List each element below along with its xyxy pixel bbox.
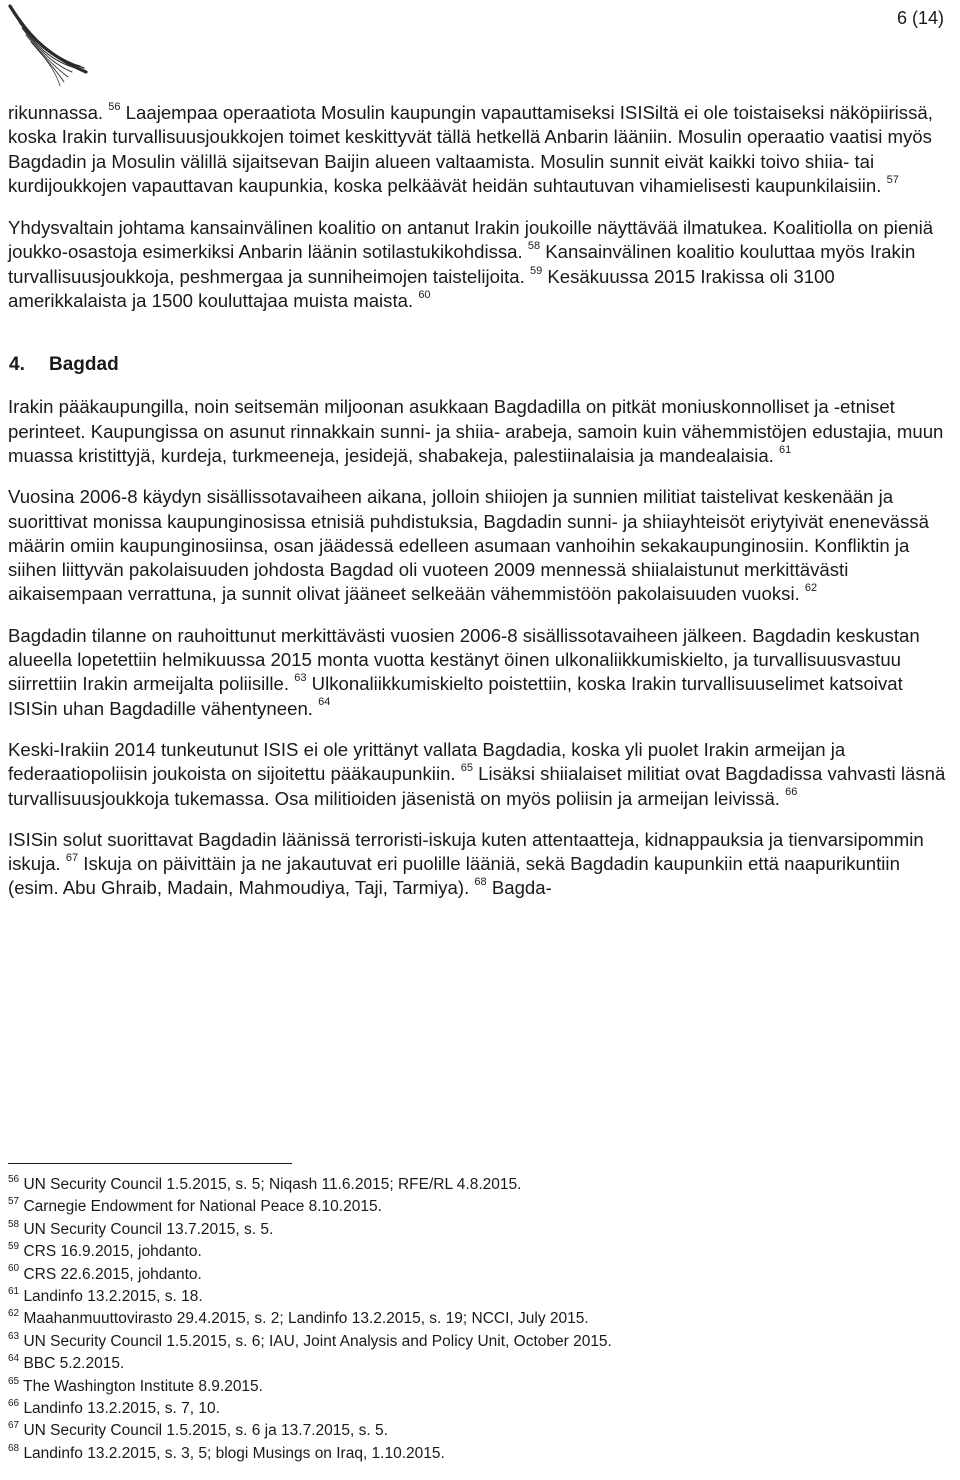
footnote: $^{60}$ CRS 22.6.2015, johdanto. [8,1263,202,1283]
footnote: $^{57}$ Carnegie Endowment for National Peace 8.10.2015. [8,1196,382,1216]
footnote-number: 58 [8,1218,20,1230]
paragraph-mosul: rikunnassa. $^{56}$ Laajempaa operaatiota Mosulin kaupungin vapauttamiseksi ISISiltä ei ole toistaiseksi näköpiirissä, koska Irakin turvallisuusjoukkojen toimet keskittyvät tällä hetkellä Anbarin lääniin. Mosulin operaatio vaatisi myös Bagdadin ja Mosulin välillä sijaitsevan Baijin alueen valtaamista. Mosulin sunnit eivät kaikki toivo shiia- tai kurdijoukkojen vapauttavan kaupunkia, koska pelkäävät heidän suhtautuvan vihamielisesti kaupunkilaisiin. $^{57}$ [8,100,933,196]
footnote-number: 56 [8,1173,20,1185]
footnote: $^{59}$ CRS 16.9.2015, johdanto. [8,1241,202,1261]
footnote-ref[interactable]: 61 [779,443,792,456]
footnote: $^{67}$ UN Security Council 1.5.2015, s. 6 ja 13.7.2015, s. 5. [8,1420,388,1440]
wing-logo-icon [4,2,90,88]
footnote-ref[interactable]: 58 [527,240,541,253]
page-number: 6 (14) [896,8,944,28]
footnote-ref[interactable]: 63 [294,672,307,685]
footnotes [8,1163,950,1465]
paragraph-civil-war: Vuosina 2006-8 käydyn sisällissotavaiheen aikana, jolloin shiiojen ja sunnien militiat taistelivat keskenään ja suorittivat monissa kaupunginosissa etnisiä puhdistuksia, Bagdadin sunni- ja shiiayhteisöt eriytyivät enenevässä määrin omiin kaupunginosiinsa, osan jäädessä edelleen asumaan vanhoihin sekakaupunginosiin. Konfliktin ja siihen liittyvän pakolaisuuden johdosta Bagdad oli vuoteen 2009 mennessä shiialaistunut merkittävästi aikaisempaan verrattuna, ja sunnit olivat jääneet selkeään vähemmistöön pakolaisuuden vuoksi. $^{62}$ [8,486,929,605]
footnote: $^{58}$ UN Security Council 13.7.2015, s. 5. [8,1218,274,1238]
footnote-number: 67 [8,1420,20,1432]
document-body [8,101,950,918]
paragraph-coalition: Yhdysvaltain johtama kansainvälinen koalitio on antanut Irakin joukoille näyttävää ilmatukea. Koalitiolla on pieniä joukko-osastoja esimerkiksi Anbarin läänin sotilastukikohdissa. $^{58}$ Kansainvälinen koalitio kouluttaa myös Irakin turvallisuusjoukkoja, peshmergaa ja sunniheimojen taistelijoita. $^{59}$ Kesäkuussa 2015 Irakissa oli 3100 amerikkalaista ja 1500 kouluttajaa muista maista. $^{60}$ [8,217,934,312]
footnote-number: 61 [8,1285,20,1297]
footnote-number: 57 [8,1196,20,1208]
footnote: $^{65}$ The Washington Institute 8.9.2015. [8,1375,263,1395]
footnote-number: 64 [8,1353,20,1365]
footnote-ref[interactable]: 64 [318,696,331,709]
footnote-divider [8,1163,292,1164]
footnote-ref[interactable]: 56 [108,100,121,113]
footnote-number: 66 [8,1397,20,1409]
footnote-number: 68 [8,1442,20,1454]
section-number: 4. [9,354,25,376]
footnote-ref[interactable]: 67 [65,851,79,864]
footnote: $^{56}$ UN Security Council 1.5.2015, s. 5; Niqash 11.6.2015; RFE/RL 4.8.2015. [8,1173,522,1193]
section-title: Bagdad [49,354,119,376]
footnote: $^{68}$ Landinfo 13.2.2015, s. 3, 5; blogi Musings on Iraq, 1.10.2015. [8,1442,445,1462]
paragraph-isis-cells: ISISin solut suorittavat Bagdadin läänissä terroristi-iskuja kuten attentaatteja, kidnappauksia ja tienvarsipommin iskuja. $^{67}$ Iskuja on päivittäin ja ne jakautuvat eri puolille lääniä, sekä Bagdadin kaupunkiin että naapurikuntiin (esim. Abu Ghraib, Madain, Mahmoudiya, Taji, Tarmiya). $^{68}$ Bagda- [8,828,924,899]
footnote-ref[interactable]: 65 [460,762,473,775]
footnote: $^{61}$ Landinfo 13.2.2015, s. 18. [8,1285,203,1306]
footnote-ref[interactable]: 59 [529,264,543,277]
footnote: $^{64}$ BBC 5.2.2015. [8,1353,125,1373]
footnote-ref[interactable]: 68 [474,876,487,889]
footnote-ref[interactable]: 62 [804,582,818,595]
footnote-number: 60 [8,1263,20,1275]
footnote-number: 62 [8,1308,20,1320]
paragraph-baghdad-intro: Irakin pääkaupungilla, noin seitsemän miljoonan asukkaan Bagdadilla on pitkät moniuskonnolliset ja -etniset perinteet. Kaupungissa on asunut rinnakkain sunni- ja shiia- arabeja, samoin kuin vähemmistöjen edustajia, muun muassa kristittyjä, kurdeja, turkmeeneja, jesidejä, shabakeja, palestiinalaisia ja mandealaisia. $^{61}$ [8,396,944,466]
footnote-ref[interactable]: 66 [785,786,798,799]
footnote: $^{62}$ Maahanmuuttovirasto 29.4.2015, s. 2; Landinfo 13.2.2015, s. 19; NCCI, July 2015. [8,1308,589,1328]
footnote-ref[interactable]: 57 [886,173,899,186]
footnote-ref[interactable]: 60 [418,288,431,301]
section-heading [8,353,950,377]
footnote-number: 63 [8,1330,20,1342]
footnote: $^{63}$ UN Security Council 1.5.2015, s. 6; IAU, Joint Analysis and Policy Unit, October 2015. [8,1330,612,1350]
footnote-number: 59 [8,1241,20,1253]
paragraph-curfew: Bagdadin tilanne on rauhoittunut merkittävästi vuosien 2006-8 sisällissotavaiheen jälkeen. Bagdadin keskustan alueella lopetettiin helmikuussa 2015 monta vuotta kestänyt öinen ulkonaliikkumiskielto, ja turvallisuusvastuu siirrettiin Irakin armeijalta poliisille. $^{63}$ Ulkonaliikkumiskielto poistettiin, koska Irakin turvallisuuselimet katsoivat ISISin uhan Bagdadille vähentyneen. $^{64}$ [8,624,920,719]
footnote: $^{66}$ Landinfo 13.2.2015, s. 7, 10. [8,1397,220,1418]
footnote-number: 65 [8,1375,20,1387]
paragraph-isis-advance: Keski-Irakiin 2014 tunkeutunut ISIS ei ole yrittänyt vallata Bagdadia, koska yli puolet Irakin armeijan ja federaatiopoliisin joukoista on sijoitettu pääkaupunkiin. $^{65}$ Lisäksi shiialaiset militiat ovat Bagdadissa vahvasti läsnä turvallisuusjoukkoja tukemassa. Osa militioiden jäsenistä on myös poliisin ja armeijan leivissä. $^{66}$ [8,738,946,809]
